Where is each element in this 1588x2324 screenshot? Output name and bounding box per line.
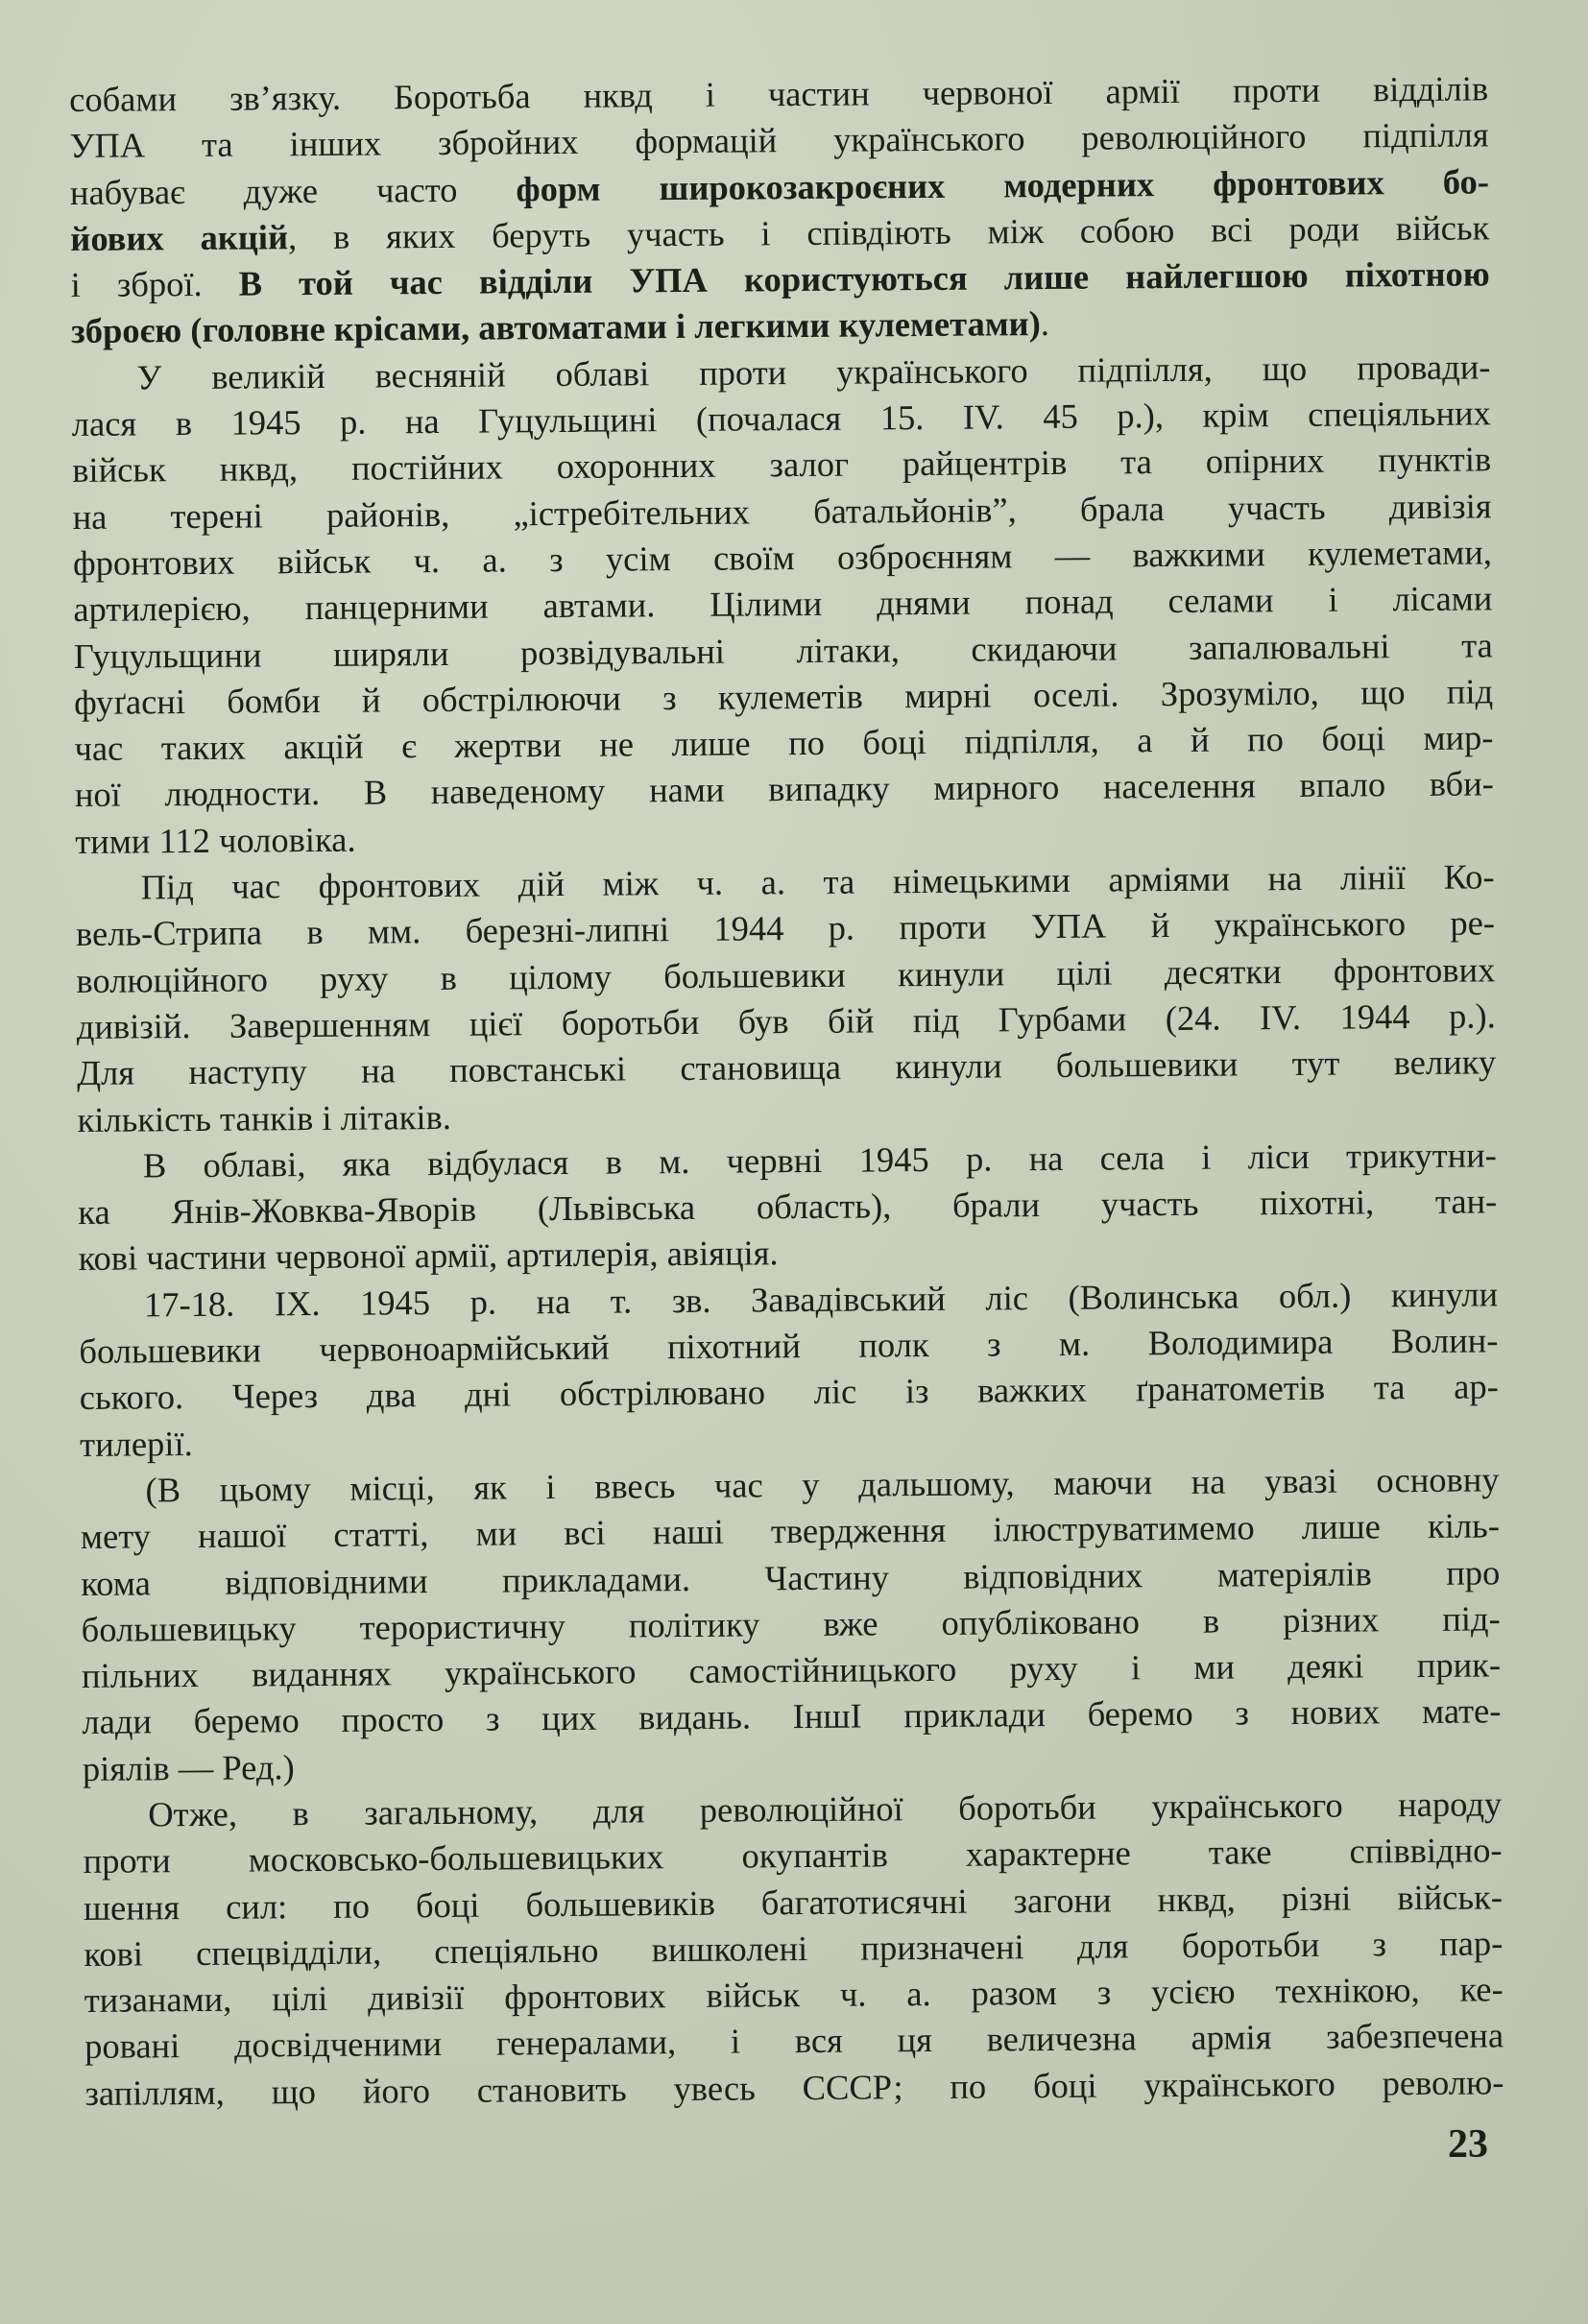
text-segment: мету нашої статті, ми всі наші твердження ілюструватимемо лише кіль-: [80, 1505, 1501, 1557]
text-segment: шення сил: по боці большевиків багатотисячні загони нквд, різні військ-: [83, 1876, 1504, 1928]
page-number: 23: [1448, 2122, 1488, 2167]
text-segment: ної людности. В наведеному нами випадку мирного населення впало вби-: [74, 763, 1494, 815]
text-segment: 17-18. IX. 1945 р. на т. зв. Завадівський ліс (Волинська обл.) кинули: [143, 1274, 1499, 1325]
bold-text-segment: йових акцій: [70, 217, 289, 258]
text-segment: (В цьому місці, як і ввесь час у дальшому, маючи на увазі основну: [145, 1459, 1500, 1510]
text-segment: набуває дуже часто: [69, 168, 517, 212]
bold-text-segment: зброєю (головне крісами, автоматами і легкими кулеметами): [70, 303, 1041, 351]
text-segment: Під час фронтових дій між ч. а. та німецькими арміями на лінії Ко-: [140, 856, 1495, 907]
text-segment: Отже, в загальному, для революційної боротьби українського народу: [148, 1784, 1503, 1834]
text-segment: фуґасні бомби й обстрілюючи з кулеметів мирні оселі. Зрозуміло, що під: [73, 671, 1494, 722]
text-segment: У великій весняній облаві проти українського підпілля, що провади-: [136, 347, 1491, 397]
text-segment: Гуцульщини ширяли розвідувальні літаки, скидаючи запалювальні та: [73, 624, 1493, 676]
text-segment: проти московсько-большевицьких окупантів характерне таке співвідно-: [83, 1830, 1503, 1881]
text-segment: військ нквд, постійних охоронних залог райцентрів та опірних пунктів: [72, 439, 1492, 491]
text-segment: і зброї.: [70, 263, 239, 305]
text-segment: тизанами, цілі дивізії фронтових військ ч. а. разом з усією технікою, ке-: [84, 1969, 1504, 2021]
body-text: [69, 65, 1504, 2117]
text-segment: ського. Через два дні обстрілювано ліс із важких ґранатометів та ар-: [79, 1366, 1499, 1418]
text-segment: волюційного руху в цілому большевики кинули цілі десятки фронтових: [76, 949, 1496, 1000]
text-segment: вель-Стрипа в мм. березні-липні 1944 р. проти УПА й українського ре-: [75, 902, 1496, 954]
text-segment: фронтових військ ч. а. з усім своїм озброєнням — важкими кулеметами,: [72, 532, 1493, 583]
text-segment: лади беремо просто з цих видань. ІншІ приклади беремо з нових мате-: [82, 1690, 1502, 1742]
text-segment: В облаві, яка відбулася в м. червні 1945 р. на села і ліси трикутни-: [142, 1135, 1498, 1186]
text-segment: лася в 1945 р. на Гуцульщині (почалася 15. IV. 45 р.), крім спеціяльних: [71, 393, 1491, 444]
text-segment: тилерії.: [80, 1423, 193, 1464]
bold-text-segment: форм широкозакроєних модерних фронтових бо-: [516, 160, 1490, 208]
text-segment: ровані досвідченими генералами, і вся ця величезна армія забезпечена: [84, 2015, 1504, 2067]
text-segment: кові спецвідділи, спеціяльно вишколені призначені для боротьби з пар-: [84, 1923, 1504, 1974]
text-segment: собами зв’язку. Боротьба нквд і частин червоної армії проти відділів: [69, 68, 1489, 119]
text-segment: .: [1040, 303, 1050, 344]
text-segment: тими 112 чоловіка.: [75, 819, 356, 861]
text-segment: на терені районів, „істребітельних батальйонів”, брала участь дивізія: [72, 486, 1492, 537]
text-segment: ріялів — Ред.): [82, 1746, 295, 1788]
text-segment: час таких акцій є жертви не лише по боці підпілля, а й по боці мир-: [74, 717, 1494, 769]
text-segment: большевицьку терористичну політику вже опубліковано в різних під-: [81, 1598, 1501, 1649]
text-segment: пільних виданнях українського самостійницького руху і ми деякі прик-: [81, 1644, 1502, 1696]
text-segment: кові частини червоної армії, артилерія, авіяція.: [78, 1233, 779, 1279]
text-segment: кома відповідними прикладами. Частину відповідних матеріялів про: [81, 1551, 1501, 1603]
text-segment: , в яких беруть участь і співдіють між собою всі роди військ: [287, 207, 1490, 257]
text-segment: УПА та інших збройних формацій українського революційного підпілля: [69, 114, 1489, 166]
text-segment: артилерією, панцерними автами. Цілими днями понад селами і лісами: [73, 578, 1493, 630]
text-segment: ка Янів-Жовква-Яворів (Львівська область), брали участь піхотні, тан-: [78, 1181, 1498, 1233]
text-segment: кількість танків і літаків.: [77, 1096, 452, 1139]
text-segment: дивізій. Завершенням цієї боротьби був бій під Гурбами (24. IV. 1944 р.).: [76, 995, 1496, 1046]
bold-text-segment: В той час відділи УПА користуються лише найлегшою піхотною: [238, 253, 1490, 303]
text-segment: Для наступу на повстанські становища кинули большевики тут велику: [76, 1042, 1497, 1093]
text-segment: большевики червоноармійський піхотний полк з м. Володимира Волин-: [79, 1320, 1499, 1371]
text-segment: запіллям, що його становить увесь СССР; по боці українського револю-: [84, 2062, 1504, 2113]
